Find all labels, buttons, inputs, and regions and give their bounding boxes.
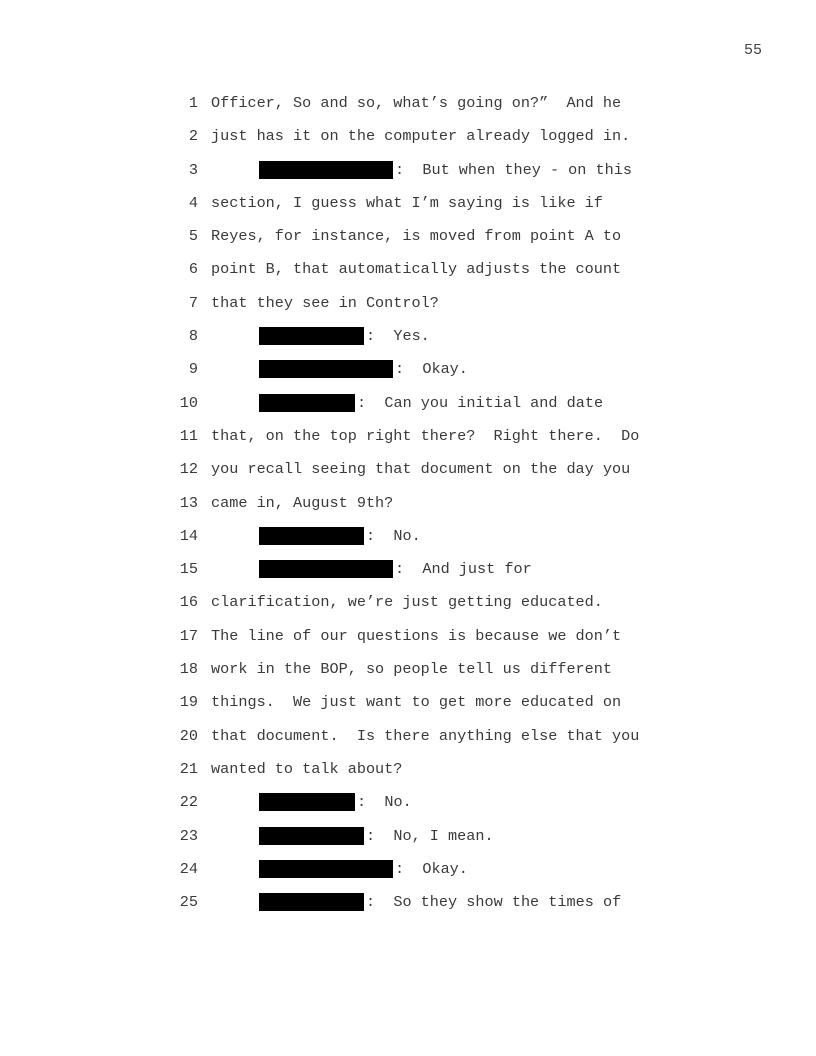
speaker-text: : No, I mean. [366, 826, 494, 845]
speaker-turn [259, 393, 603, 413]
transcript-line [0, 193, 816, 226]
transcript-line [0, 93, 816, 126]
line-text: The line of our questions is because we don’t [211, 626, 622, 645]
page-number: 55 [743, 42, 762, 59]
line-number: 12 [179, 460, 198, 479]
line-number: 15 [179, 560, 198, 579]
line-number: 7 [188, 293, 198, 312]
line-text: section, I guess what I’m saying is like if [211, 193, 603, 212]
line-number: 19 [179, 693, 198, 712]
transcript-line [0, 892, 816, 925]
speaker-turn [259, 526, 421, 546]
line-text: things. We just want to get more educated on [211, 693, 622, 712]
line-number: 21 [179, 759, 198, 778]
transcript-line [0, 792, 816, 825]
speaker-text: : No. [366, 526, 421, 545]
speaker-text: : No. [357, 793, 412, 812]
redaction-bar [259, 360, 393, 378]
speaker-text: : And just for [395, 560, 532, 579]
speaker-text: : But when they - on this [395, 160, 632, 179]
transcript-line [0, 493, 816, 526]
line-number: 2 [188, 127, 198, 146]
speaker-turn [259, 359, 468, 379]
line-text: Officer, So and so, what’s going on?” And he [211, 94, 622, 112]
transcript-body [0, 93, 816, 925]
line-number: 14 [179, 526, 198, 545]
line-number: 6 [188, 260, 198, 279]
line-text: that they see in Control? [211, 293, 439, 312]
transcript-line [0, 859, 816, 892]
line-number: 24 [179, 859, 198, 878]
line-text: that, on the top right there? Right there. Do [211, 426, 640, 445]
redaction-bar [259, 161, 393, 179]
redaction-bar [259, 793, 355, 811]
line-text: came in, August 9th? [211, 493, 394, 512]
line-number: 20 [179, 726, 198, 745]
line-number: 3 [188, 160, 198, 179]
transcript-line [0, 559, 816, 592]
line-text: just has it on the computer already logged in. [211, 127, 631, 146]
transcript-line [0, 293, 816, 326]
transcript-line [0, 126, 816, 159]
line-number: 11 [179, 426, 198, 445]
speaker-text: : Can you initial and date [357, 393, 604, 412]
transcript-line [0, 459, 816, 492]
speaker-turn [259, 892, 621, 912]
line-number: 9 [188, 360, 198, 379]
speaker-text: : Okay. [395, 360, 468, 379]
line-text: clarification, we’re just getting educated. [211, 593, 603, 612]
speaker-turn [259, 559, 532, 579]
speaker-text: : Yes. [366, 327, 430, 346]
transcript-line [0, 826, 816, 859]
line-number: 4 [188, 193, 198, 212]
transcript-line [0, 526, 816, 559]
line-number: 18 [179, 660, 198, 679]
line-number: 1 [188, 94, 198, 112]
speaker-turn [259, 326, 430, 346]
speaker-turn [259, 160, 632, 180]
line-text: Reyes, for instance, is moved from point A to [211, 227, 622, 246]
redaction-bar [259, 327, 364, 345]
transcript-line [0, 226, 816, 259]
redaction-bar [259, 893, 364, 911]
line-number: 8 [188, 327, 198, 346]
transcript-line [0, 326, 816, 359]
redaction-bar [259, 527, 364, 545]
speaker-text: : Okay. [395, 859, 468, 878]
speaker-turn [259, 859, 468, 879]
transcript-line [0, 726, 816, 759]
transcript-line [0, 259, 816, 292]
transcript-line [0, 626, 816, 659]
line-number: 10 [179, 393, 198, 412]
line-text: wanted to talk about? [211, 759, 403, 778]
transcript-line [0, 160, 816, 193]
line-number: 16 [179, 593, 198, 612]
redaction-bar [259, 560, 393, 578]
line-number: 25 [179, 893, 198, 912]
line-text: that document. Is there anything else that you [211, 726, 640, 745]
redaction-bar [259, 860, 393, 878]
transcript-line [0, 359, 816, 392]
speaker-text: : So they show the times of [366, 893, 622, 912]
transcript-line [0, 426, 816, 459]
transcript-line [0, 659, 816, 692]
line-number: 5 [188, 227, 198, 246]
line-number: 22 [179, 793, 198, 812]
speaker-turn [259, 792, 412, 812]
transcript-line [0, 759, 816, 792]
speaker-turn [259, 826, 494, 846]
line-text: work in the BOP, so people tell us different [211, 660, 613, 679]
redaction-bar [259, 394, 355, 412]
line-number: 17 [179, 626, 198, 645]
line-number: 23 [179, 826, 198, 845]
line-text: point B, that automatically adjusts the count [211, 260, 622, 279]
transcript-line [0, 692, 816, 725]
transcript-line [0, 592, 816, 625]
redaction-bar [259, 827, 364, 845]
line-text: you recall seeing that document on the day you [211, 460, 631, 479]
line-number: 13 [179, 493, 198, 512]
transcript-line [0, 393, 816, 426]
